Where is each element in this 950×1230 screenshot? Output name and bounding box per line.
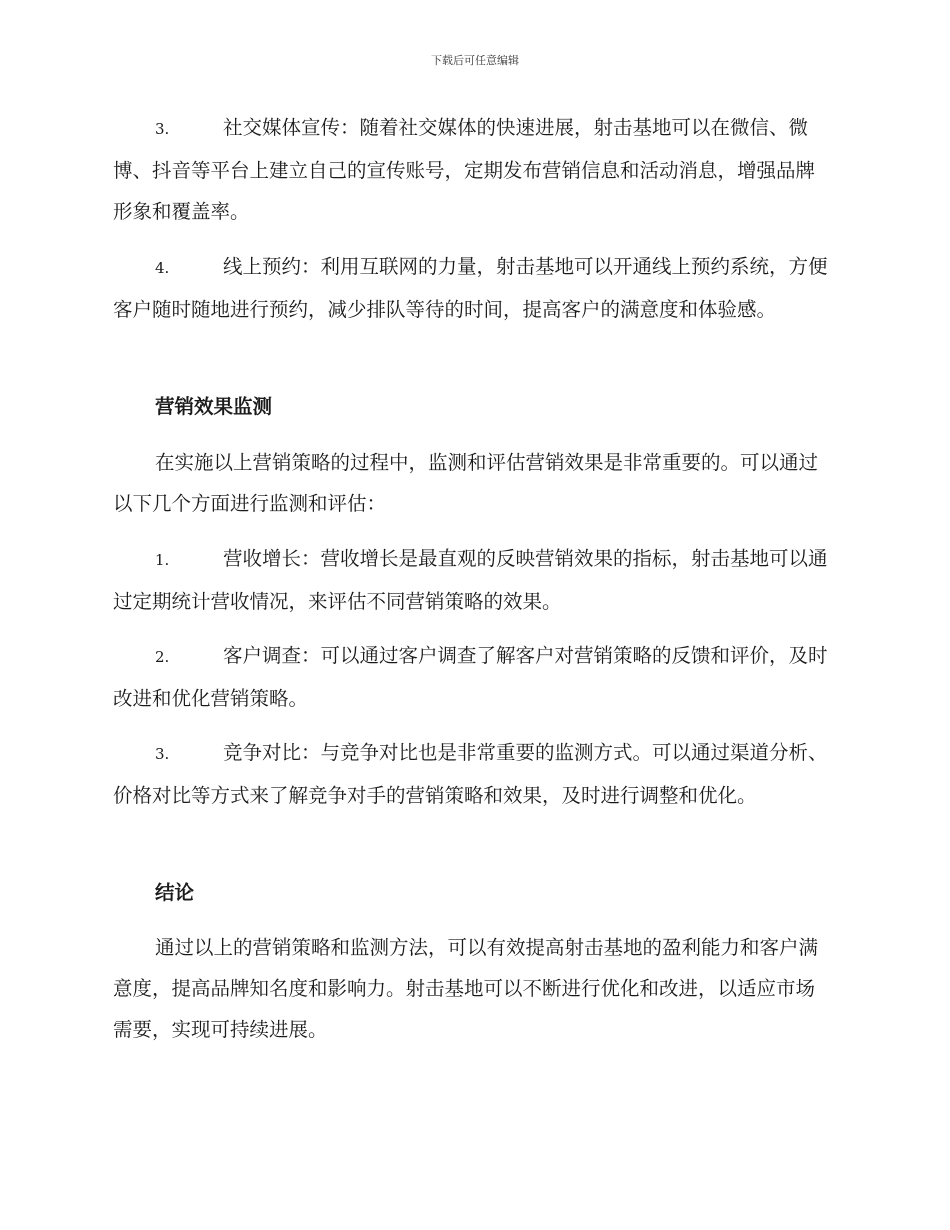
list-item [113, 538, 833, 622]
list-item [113, 635, 833, 719]
section-intro: 在实施以上营销策略的过程中，监测和评估营销效果是非常重要的。可以通过以下几个方面进行监测和评估： [113, 451, 819, 515]
item-text: 社交媒体宣传：随着社交媒体的快速进展，射击基地可以在微信、微博、抖音等平台上建立自己的宣传账号，定期发布营销信息和活动消息，增强品牌形象和覆盖率。 [113, 116, 816, 223]
item-text: 线上预约：利用互联网的力量，射击基地可以开通线上预约系统，方便客户随时随地进行预约，减少排队等待的时间，提高客户的满意度和体验感。 [113, 255, 828, 321]
list-item [113, 107, 833, 232]
section-heading-conclusion: 结论 [155, 881, 195, 904]
item-number: 4. [155, 259, 170, 277]
item-text: 竞争对比：与竞争对比也是非常重要的监测方式。可以通过渠道分析、价格对比等方式来了解竞争对手的营销策略和效果，及时进行调整和优化。 [113, 741, 828, 807]
item-number: 2. [155, 648, 170, 666]
item-text: 营收增长：营收增长是最直观的反映营销效果的指标，射击基地可以通过定期统计营收情况，来评估不同营销策略的效果。 [113, 547, 828, 613]
item-number: 1. [155, 551, 170, 569]
list-item [113, 246, 833, 330]
section-heading-monitoring: 营销效果监测 [155, 395, 273, 418]
item-text: 客户调查：可以通过客户调查了解客户对营销策略的反馈和评价，及时改进和优化营销策略。 [113, 644, 828, 710]
item-number: 3. [155, 120, 170, 138]
page-header: 下载后可任意编辑 [431, 54, 519, 67]
item-number: 3. [155, 745, 170, 763]
list-item [113, 732, 833, 816]
conclusion-paragraph: 通过以上的营销策略和监测方法，可以有效提高射击基地的盈利能力和客户满意度，提高品牌知名度和影响力。射击基地可以不断进行优化和改进，以适应市场需要，实现可持续进展。 [113, 936, 819, 1041]
